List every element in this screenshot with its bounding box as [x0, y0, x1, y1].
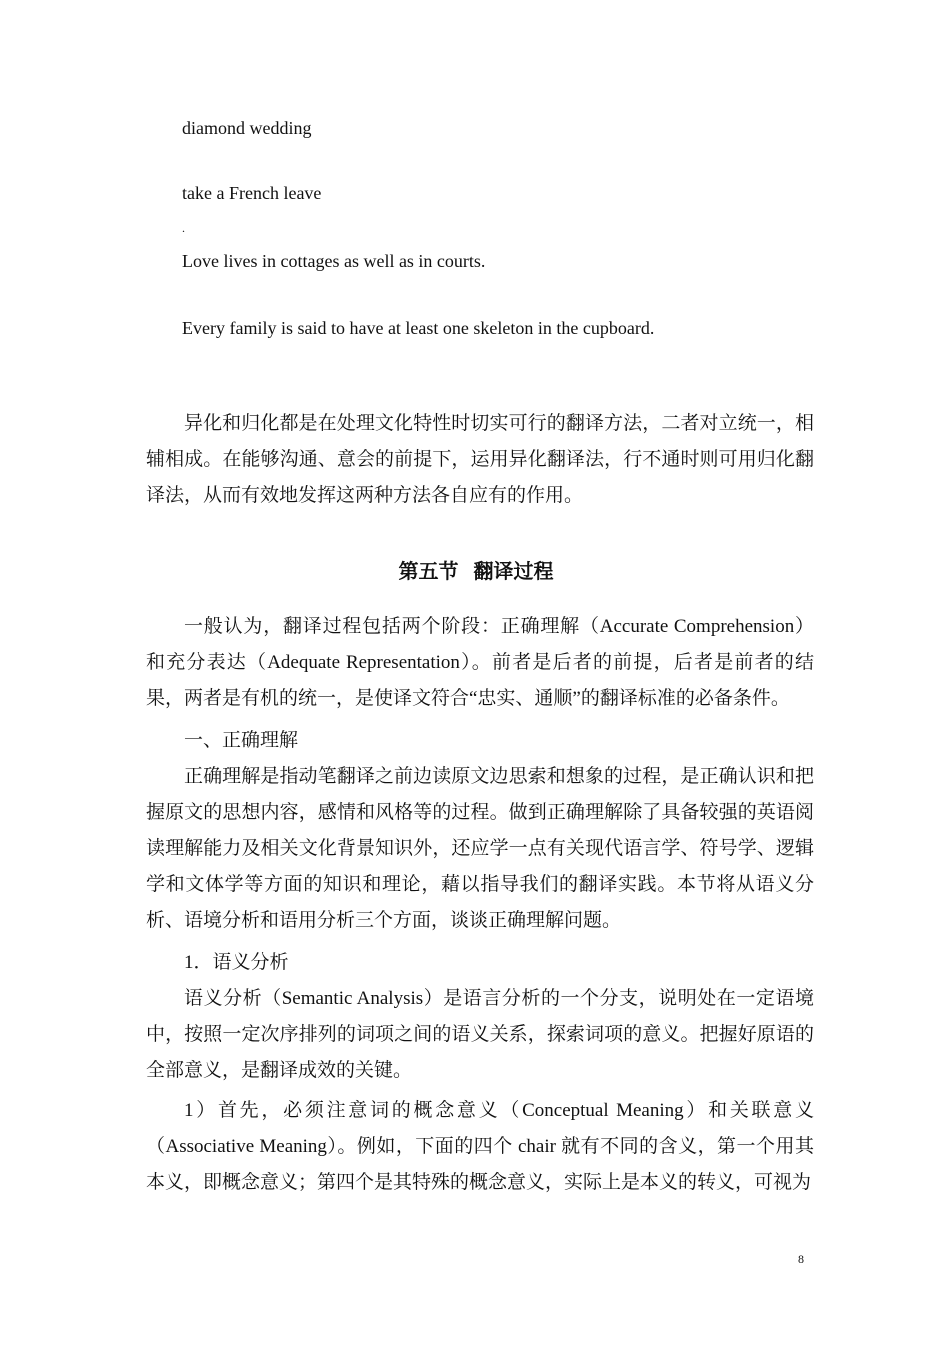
- subheading-semantic-analysis: 1．语义分析: [184, 952, 289, 973]
- example-skeleton-cupboard: Every family is said to have at least one skeleton in the cupboard.: [182, 318, 655, 338]
- paragraph-conceptual-meaning: 1）首先，必须注意词的概念意义（Conceptual Meaning）和关联意义（Associative Meaning）。例如，下面的四个 chair 就有不同的含义，第一个用其本义，即概念意义；第四个是其特殊的概念意义，实际上是本义的转义，可视为: [146, 1100, 814, 1193]
- section-heading: 第五节 翻译过程: [398, 561, 554, 583]
- example-french-leave: take a French leave: [182, 183, 322, 203]
- page-number: 8: [798, 1252, 804, 1266]
- paragraph-semantic-analysis: 语义分析（Semantic Analysis）是语言分析的一个分支，说明处在一定语境中，按照一定次序排列的词项之间的语义关系，探索词项的意义。把握好原语的全部意义，是翻译成效的关键。: [146, 988, 814, 1081]
- paragraph-correct-understanding: 正确理解是指动笔翻译之前边读原文边思索和想象的过程，是正确认识和把握原文的思想内容，感情和风格等的过程。做到正确理解除了具备较强的英语阅读理解能力及相关文化背景知识外，还应学一点有关现代语言学、符号学、逻辑学和文体学等方面的知识和理论，藉以指导我们的翻译实践。本节将从语义分析、语境分析和语用分析三个方面，谈谈正确理解问题。: [146, 766, 814, 931]
- example-love-lives: Love lives in cottages as well as in courts.: [182, 251, 486, 271]
- stray-dot: .: [182, 221, 185, 235]
- example-diamond-wedding: diamond wedding: [182, 118, 312, 138]
- subheading-correct-understanding: 一、正确理解: [184, 730, 299, 751]
- paragraph-foreignization-domestication: 异化和归化都是在处理文化特性时切实可行的翻译方法，二者对立统一，相辅相成。在能够沟通、意会的前提下，运用异化翻译法，行不通时则可用归化翻译法，从而有效地发挥这两种方法各自应有的作用。: [146, 413, 814, 506]
- paragraph-translation-process: 一般认为，翻译过程包括两个阶段：正确理解（Accurate Comprehension）和充分表达（Adequate Representation）。前者是后者的前提，后者是前者的结果，两者是有机的统一，是使译文符合“忠实、通顺”的翻译标准的必备条件。: [146, 616, 814, 709]
